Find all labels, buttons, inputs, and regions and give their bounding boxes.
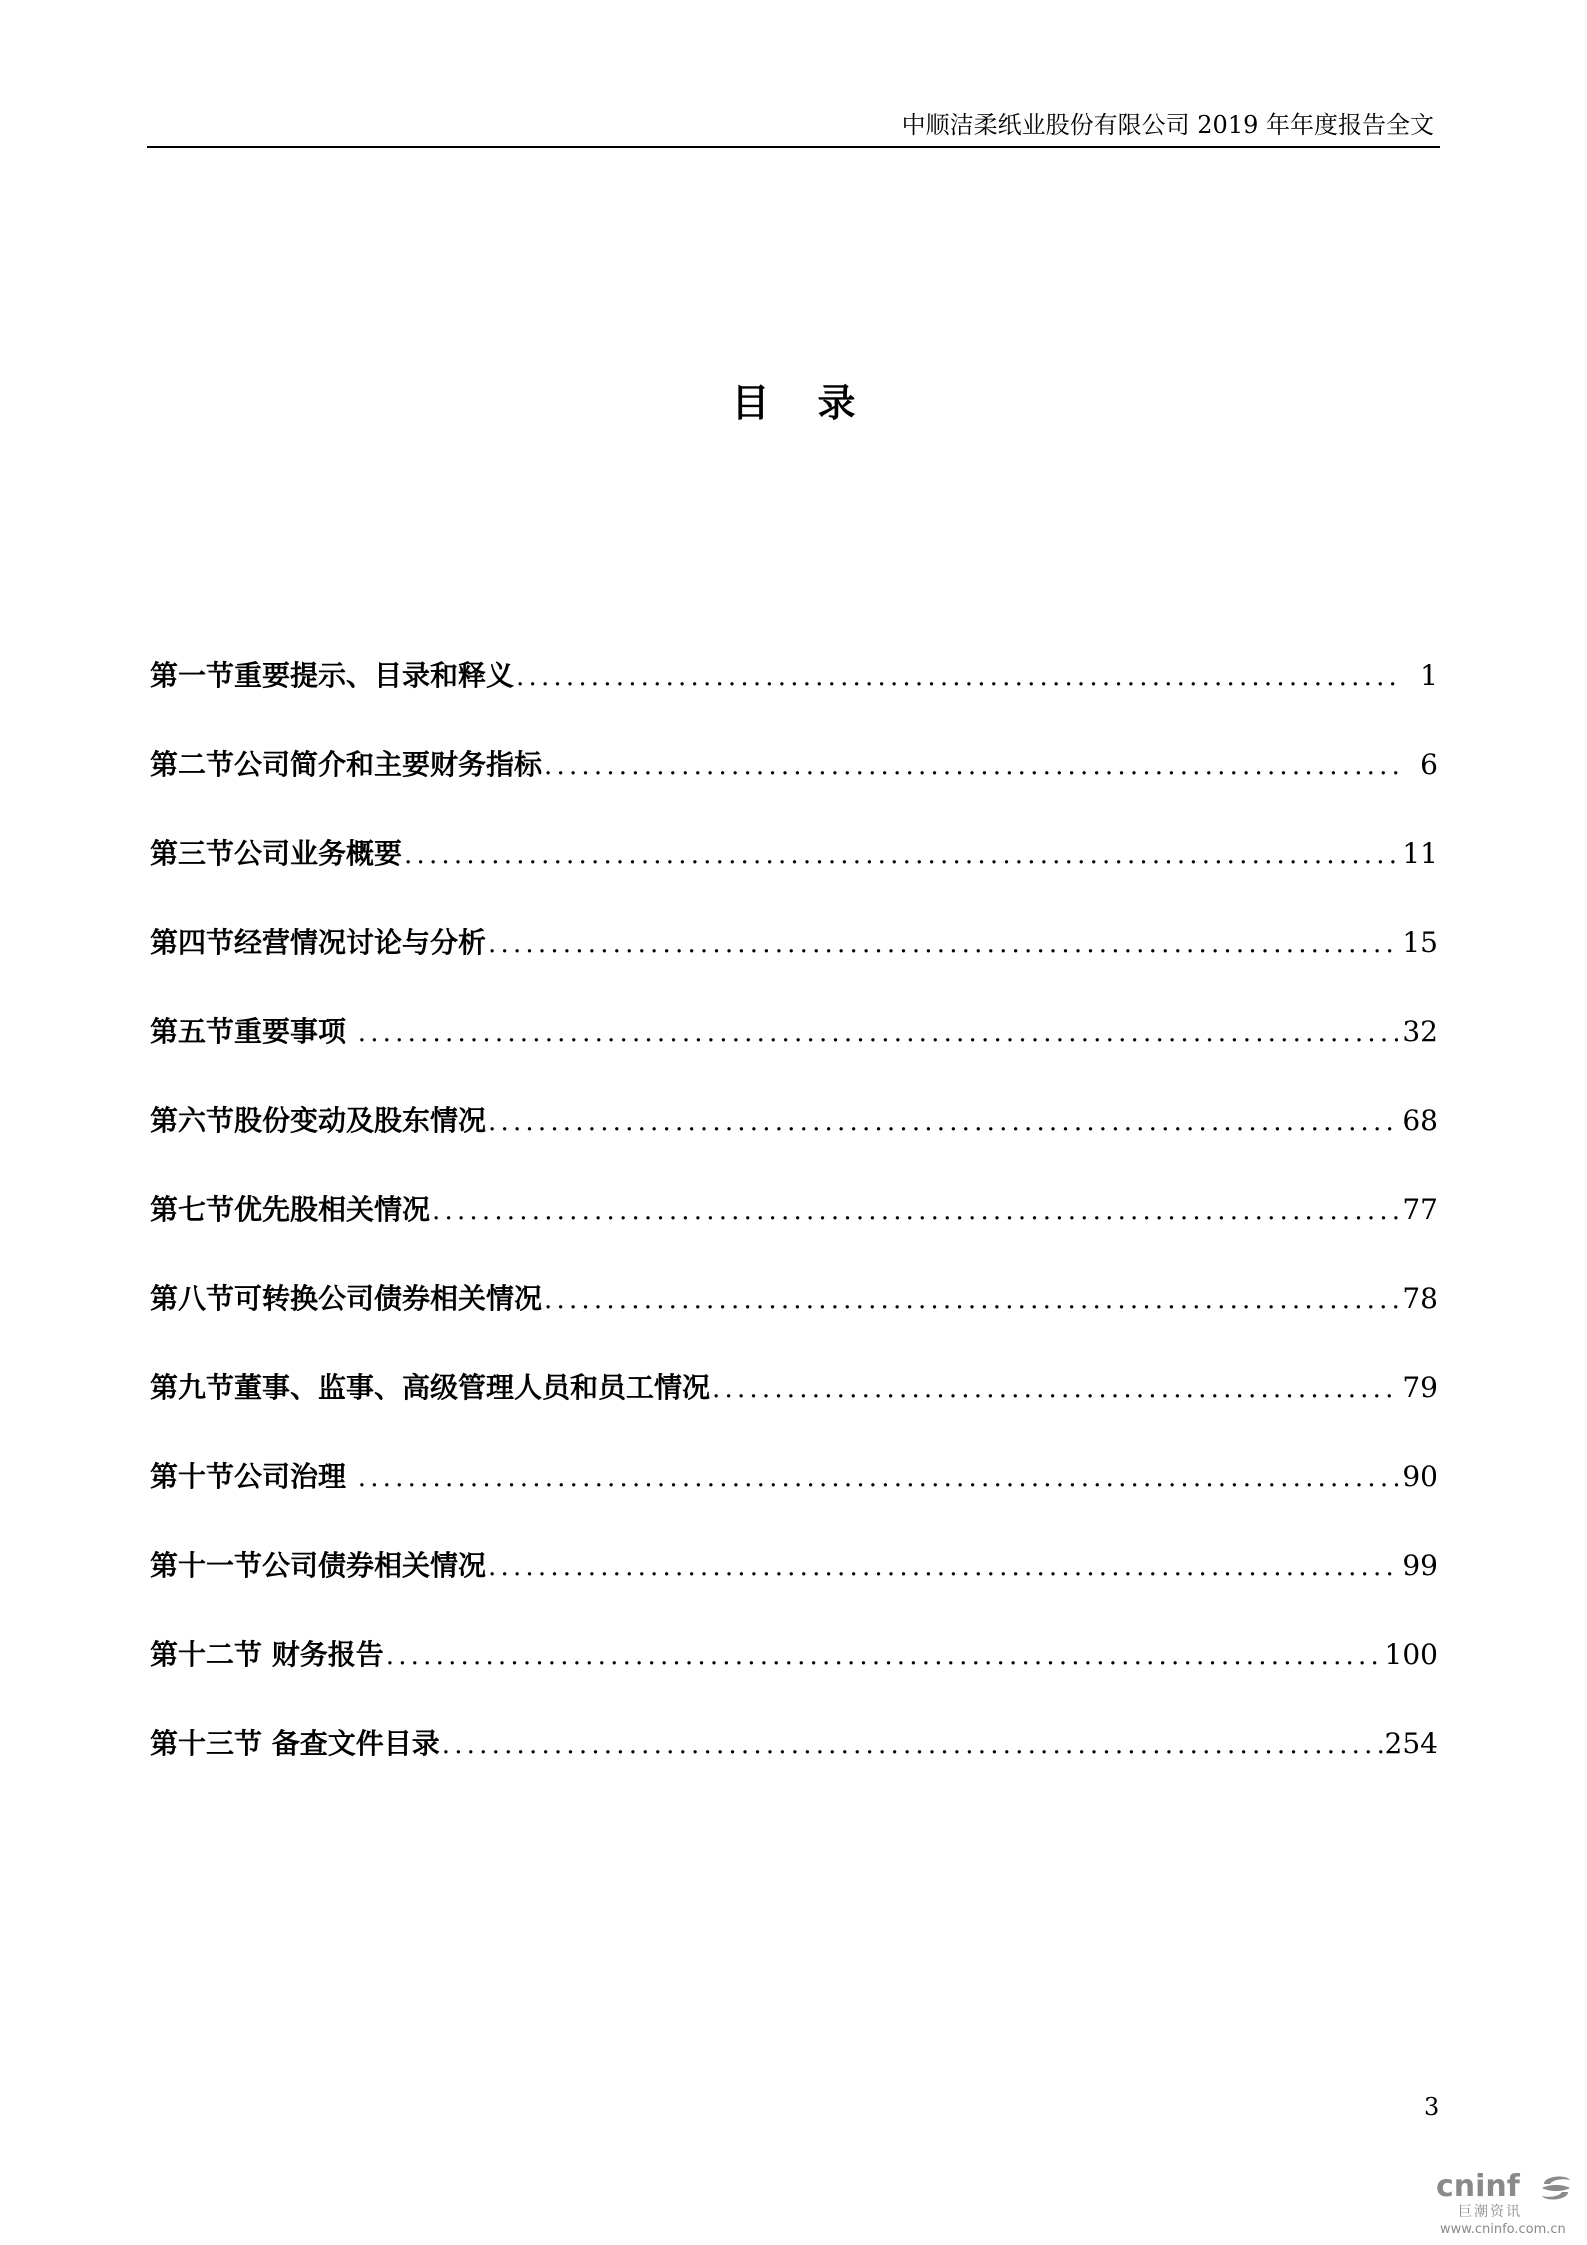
toc-entry-page: 6 (1420, 748, 1438, 781)
toc-entry-label: 第一节重要提示、目录和释义 (150, 659, 515, 692)
toc-entry-page: 77 (1402, 1193, 1438, 1226)
toc-entry-page: 90 (1402, 1460, 1438, 1493)
toc-entry-label: 第十三节 备查文件目录 (150, 1727, 440, 1760)
cninfo-logo (1436, 2170, 1586, 2240)
toc-entry-page: 1 (1420, 659, 1438, 692)
toc-entry-label: 第十节公司治理 (150, 1460, 356, 1493)
page-header (147, 110, 1440, 148)
toc-entry-5[interactable] (150, 1007, 1438, 1096)
cninfo-swirl-icon (1536, 2172, 1576, 2204)
toc-entry-13[interactable] (150, 1719, 1438, 1808)
dot-leader (542, 1275, 1398, 1325)
toc-entry-11[interactable] (150, 1541, 1438, 1630)
dot-leader (710, 1364, 1398, 1414)
toc-entry-page: 11 (1402, 837, 1438, 870)
toc-entry-9[interactable] (150, 1363, 1438, 1452)
toc-entry-page: 254 (1384, 1727, 1438, 1760)
toc-entry-8[interactable] (150, 1274, 1438, 1363)
page-number: 3 (1424, 2093, 1440, 2121)
toc-entry-page: 68 (1402, 1104, 1438, 1137)
logo-url: www.cninfo.com.cn (1440, 2222, 1566, 2237)
toc-entry-10[interactable] (150, 1452, 1438, 1541)
dot-leader (402, 830, 1398, 880)
dot-leader (486, 919, 1398, 969)
toc-entry-label: 第七节优先股相关情况 (150, 1193, 431, 1226)
logo-wordmark: cninf (1436, 2169, 1520, 2204)
logo-chinese: 巨潮资讯 (1458, 2204, 1522, 2220)
dot-leader (384, 1631, 1385, 1681)
toc-entry-label: 第十二节 财务报告 (150, 1638, 384, 1671)
toc-entry-page: 32 (1402, 1015, 1438, 1048)
page-title: 目录 (731, 381, 904, 425)
toc-entry-4[interactable] (150, 918, 1438, 1007)
dot-leader (440, 1720, 1385, 1770)
dot-leader (542, 741, 1398, 791)
toc-entry-3[interactable] (150, 829, 1438, 918)
toc-entry-page: 99 (1402, 1549, 1438, 1582)
dot-leader (356, 1008, 1398, 1058)
toc-entry-label: 第五节重要事项 (150, 1015, 356, 1048)
toc-entry-page: 79 (1402, 1371, 1438, 1404)
dot-leader (356, 1453, 1398, 1503)
toc-entry-label: 第四节经营情况讨论与分析 (150, 926, 487, 959)
table-of-contents (150, 651, 1438, 1808)
header-title: 中顺洁柔纸业股份有限公司 2019 年年度报告全文 (901, 111, 1434, 139)
toc-entry-label: 第二节公司简介和主要财务指标 (150, 748, 543, 781)
dot-leader (486, 1542, 1398, 1592)
dot-leader (514, 652, 1398, 702)
toc-entry-page: 15 (1402, 926, 1438, 959)
toc-entry-label: 第十一节公司债券相关情况 (150, 1549, 487, 1582)
toc-entry-page: 78 (1402, 1282, 1438, 1315)
toc-entry-page: 100 (1384, 1638, 1438, 1671)
toc-entry-label: 第三节公司业务概要 (150, 837, 403, 870)
toc-entry-label: 第八节可转换公司债券相关情况 (150, 1282, 543, 1315)
toc-entry-label: 第九节董事、监事、高级管理人员和员工情况 (150, 1371, 711, 1404)
dot-leader (430, 1186, 1398, 1236)
toc-entry-label: 第六节股份变动及股东情况 (150, 1104, 487, 1137)
toc-entry-2[interactable] (150, 740, 1438, 829)
toc-entry-6[interactable] (150, 1096, 1438, 1185)
toc-entry-1[interactable] (150, 651, 1438, 740)
dot-leader (486, 1097, 1398, 1147)
toc-entry-7[interactable] (150, 1185, 1438, 1274)
toc-entry-12[interactable] (150, 1630, 1438, 1719)
